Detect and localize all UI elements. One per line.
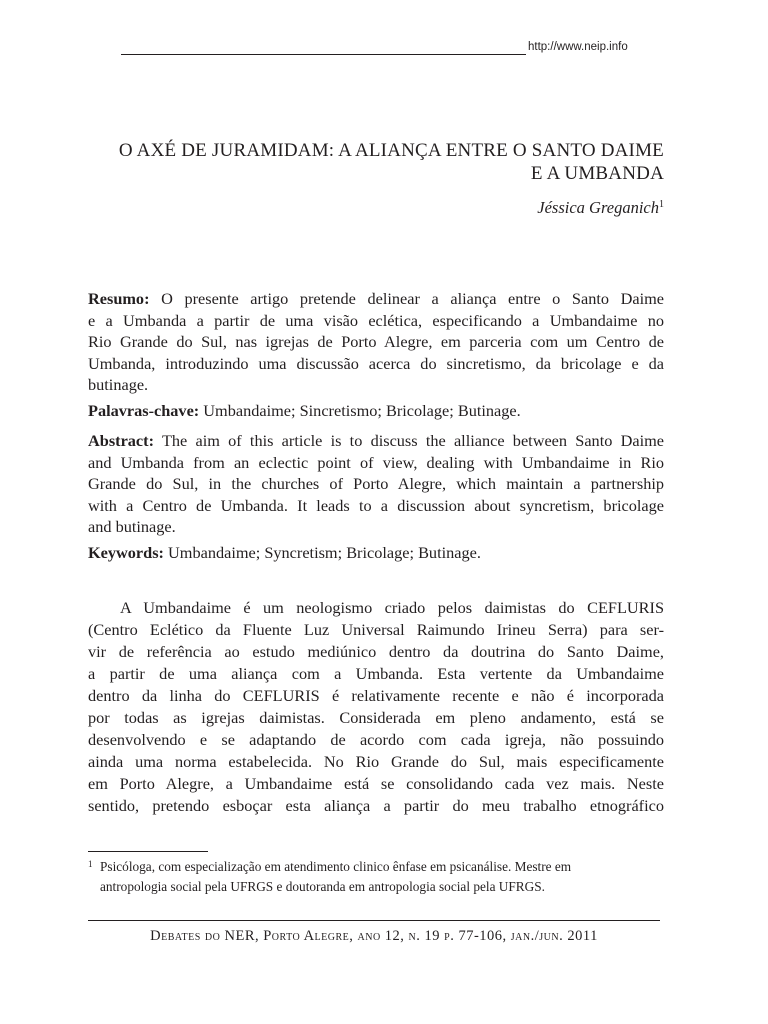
abstract-paragraph xyxy=(88,430,664,538)
body-line-4: a partir de uma aliança com a Umbanda. Esta vertente da Umbandaime xyxy=(88,664,664,683)
body-line-6: por todas as igrejas daimistas. Considerada em pleno andamento, está se xyxy=(88,708,664,727)
abstract-label: Abstract: xyxy=(88,431,155,450)
resumo-paragraph xyxy=(88,288,664,396)
running-header xyxy=(121,40,661,60)
abstract-line-3: Grande do Sul, in the churches of Porto Alegre, which maintain a partnership xyxy=(88,474,664,493)
body-line-8: ainda uma norma estabelecida. No Rio Grande do Sul, mais especificamente xyxy=(88,752,664,771)
footnote-rule xyxy=(88,851,208,852)
resumo-line-2: e a Umbanda a partir de uma visão eclética, especificando a Umbandaime no xyxy=(88,310,664,330)
body-paragraph xyxy=(88,597,664,817)
author-footnote-ref[interactable]: 1 xyxy=(659,199,664,210)
body-line-10: sentido, pretendo esboçar esta aliança a partir do meu trabalho etnográfico xyxy=(88,796,664,815)
resumo-label: Resumo: xyxy=(88,289,150,308)
body-line-2: (Centro Eclético da Fluente Luz Universal Raimundo Irineu Serra) para ser- xyxy=(88,620,664,639)
title-line-2: E A UMBANDA xyxy=(530,163,664,184)
body-line-3: vir de referência ao estudo mediúnico dentro da doutrina do Santo Daime, xyxy=(88,642,664,661)
author xyxy=(88,198,664,218)
footer-rule xyxy=(88,920,660,921)
resumo-line-1: Resumo: O presente artigo pretende delinear a aliança entre o Santo Daime xyxy=(88,289,664,308)
footnote-line-2: antropologia social pela UFRGS e doutoranda em antropologia social pela UFRGS. xyxy=(100,878,545,894)
title-line-1: O AXÉ DE JURAMIDAM: A ALIANÇA ENTRE O SANTO DAIME xyxy=(118,140,664,161)
abstract-line-1: Abstract: The aim of this article is to discuss the alliance between Santo Daime xyxy=(88,431,664,450)
body-line-7: desenvolvendo e se adaptando de acordo com cada igreja, não possuindo xyxy=(88,730,664,749)
keywords-label: Keywords: xyxy=(88,543,164,562)
keywords xyxy=(88,542,664,564)
author-name: Jéssica Greganich xyxy=(537,198,659,217)
footnote xyxy=(88,857,664,896)
journal-citation: Debates do NER, Porto Alegre, ano 12, n. 19 p. 77-106, jan./jun. 2011 xyxy=(150,928,598,944)
resumo-line-4: Umbanda, introduzindo uma discussão acerca do sincretismo, da bricolage e da xyxy=(88,353,664,373)
palavras-chave xyxy=(88,400,664,422)
palavras-chave-label: Palavras-chave: xyxy=(88,401,200,420)
resumo-line-5: butinage. xyxy=(88,375,149,394)
palavras-chave-line: Palavras-chave: Umbandaime; Sincretismo; Bricolage; Butinage. xyxy=(88,401,521,420)
body-line-9: em Porto Alegre, a Umbandaime está se consolidando cada vez mais. Neste xyxy=(88,774,664,793)
header-rule xyxy=(121,54,526,55)
footnote-mark: 1 xyxy=(88,859,93,869)
article-title xyxy=(88,139,664,185)
resumo-line-3: Rio Grande do Sul, nas igrejas de Porto Alegre, em parceria com um Centro de xyxy=(88,332,664,351)
header-url[interactable]: http://www.neip.info xyxy=(528,41,628,53)
keywords-line: Keywords: Umbandaime; Syncretism; Bricolage; Butinage. xyxy=(88,543,481,562)
abstract-line-5: and butinage. xyxy=(88,517,176,536)
body-line-1: A Umbandaime é um neologismo criado pelos daimistas do CEFLURIS xyxy=(120,598,664,617)
footnote-line-1: Psicóloga, com especialização em atendimento clinico ênfase em psicanálise. Mestre em xyxy=(100,859,572,874)
abstract-line-4: with a Centro de Umbanda. It leads to a discussion about syncretism, bricolage xyxy=(88,495,664,515)
body-line-5: dentro da linha do CEFLURIS é relativamente recente e não é incorporada xyxy=(88,686,664,705)
abstract-line-2: and Umbanda from an eclectic point of view, dealing with Umbandaime in Rio xyxy=(88,452,664,472)
